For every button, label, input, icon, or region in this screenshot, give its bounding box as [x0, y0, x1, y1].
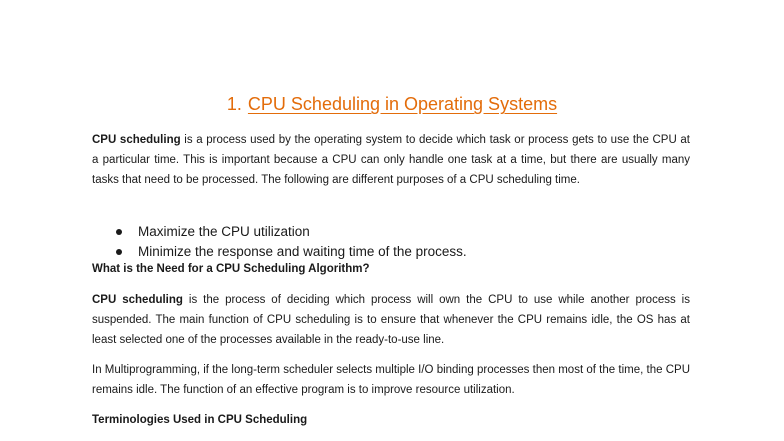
bullet-icon	[116, 249, 122, 255]
need-bold-lead: CPU scheduling	[92, 294, 183, 306]
need-paragraph-1	[92, 290, 690, 350]
bullet-icon	[116, 229, 122, 235]
list-item-text: Maximize the CPU utilization	[138, 224, 310, 239]
need-paragraph-1-text: is the process of deciding which process will own the CPU to use while another process is suspended. The main function of CPU scheduling is to ensure that whenever the CPU remains idle, the OS has at least selected one of the processes available in the ready-to-use line.	[92, 294, 690, 346]
need-paragraph-2: In Multiprogramming, if the long-term scheduler selects multiple I/O binding processes then most of the time, the CPU remains idle. The function of an effective program is to improve resource utilization.	[92, 364, 690, 396]
purpose-list	[112, 222, 467, 262]
section-heading-need: What is the Need for a CPU Scheduling Algorithm?	[92, 263, 370, 275]
page-title	[0, 92, 784, 116]
list-item	[112, 242, 467, 262]
list-item	[112, 222, 467, 242]
intro-bold-lead: CPU scheduling	[92, 134, 181, 146]
intro-paragraph	[92, 130, 690, 190]
list-item-text: Minimize the response and waiting time of the process.	[138, 244, 467, 259]
heading-text: CPU Scheduling in Operating Systems	[247, 94, 558, 114]
intro-text: is a process used by the operating system to decide which task or process gets to use the CPU at a particular time. This is important because a CPU can only handle one task at a time, but there are usually many tasks that need to be processed. The following are different purposes of a CPU scheduling time.	[92, 134, 690, 186]
section-heading-terminologies: Terminologies Used in CPU Scheduling	[92, 414, 308, 426]
heading-number: 1.	[226, 94, 242, 114]
